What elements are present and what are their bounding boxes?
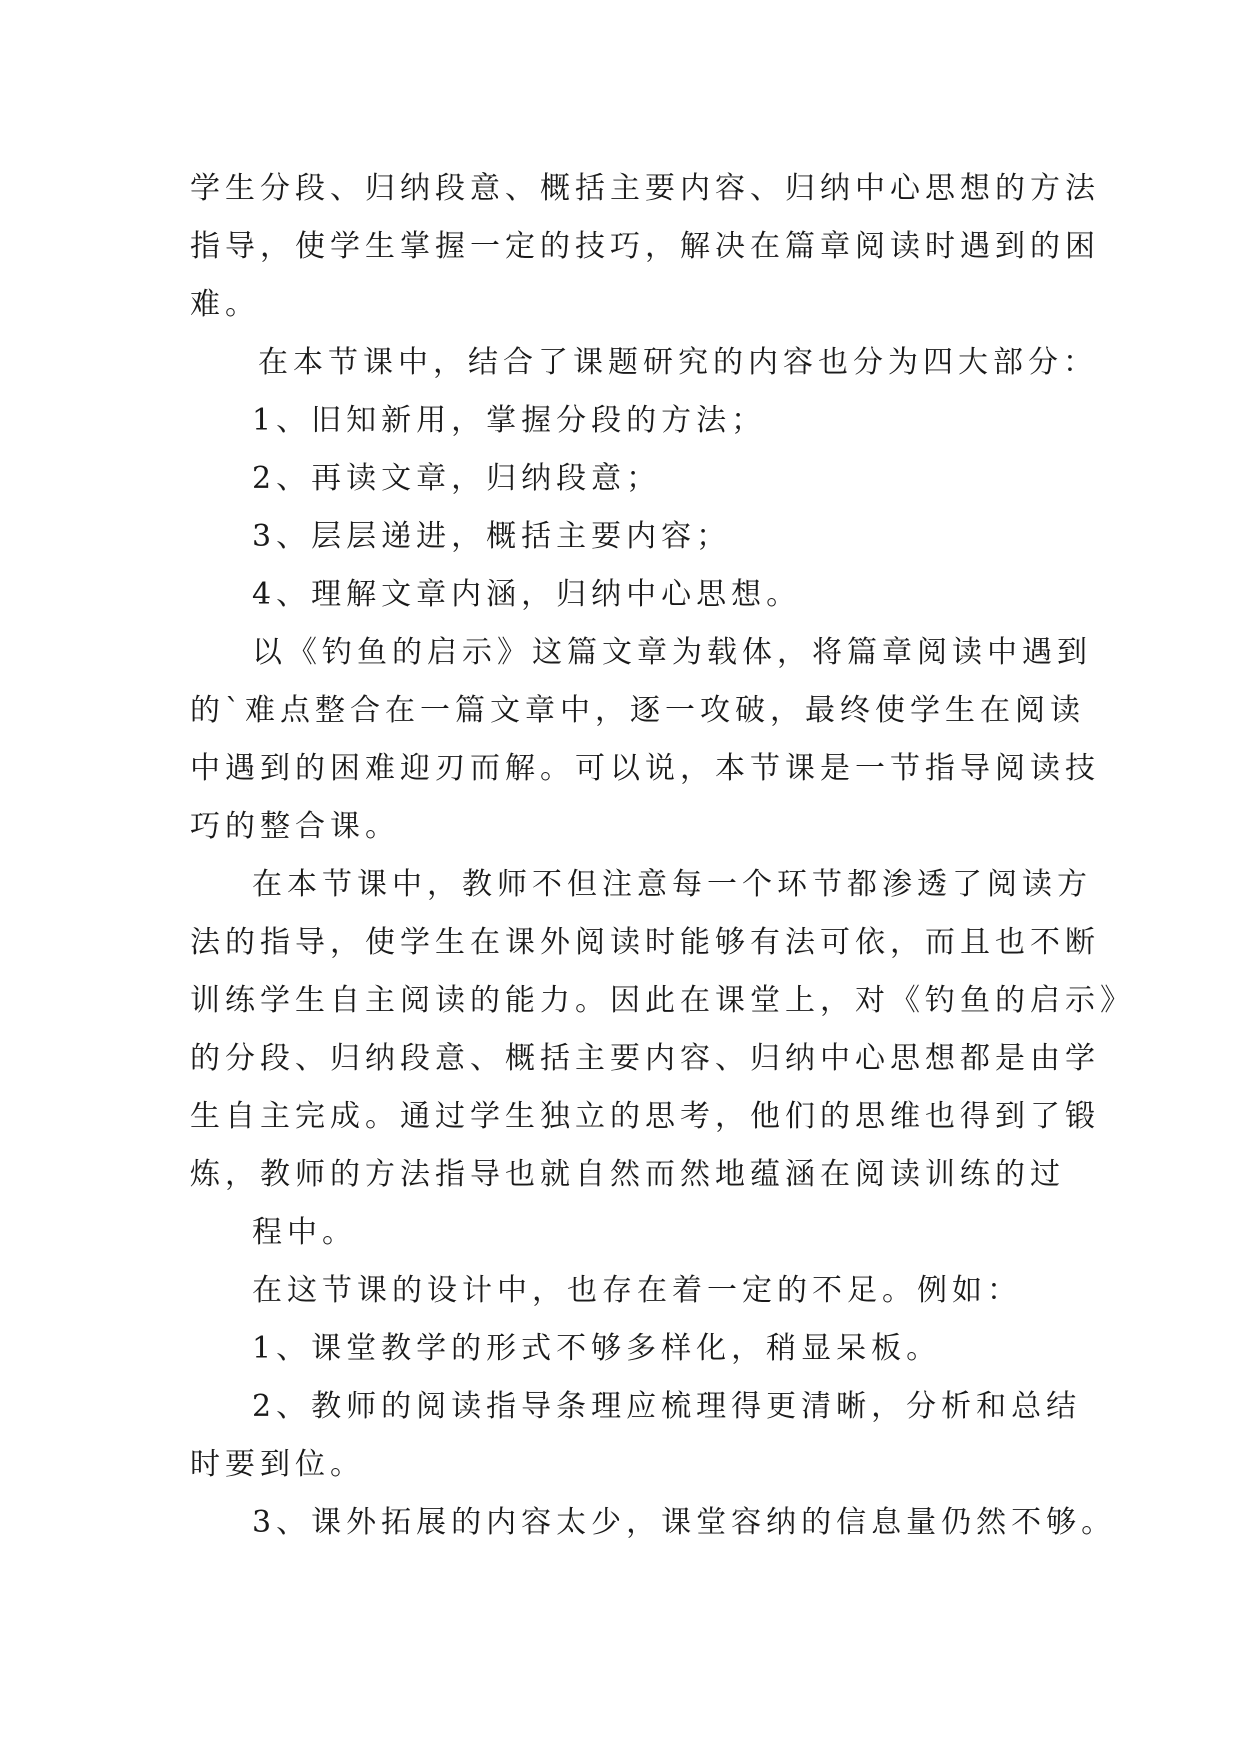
paragraph-methods-summary [190, 160, 1100, 334]
paragraph-shortcomings-intro [190, 1262, 1070, 1320]
text-line: 2、教师的阅读指导条理应梳理得更清晰，分析和总结 [252, 1389, 1082, 1424]
text-line: 的分段、归纳段意、概括主要内容、归纳中心思想都是由学 [190, 1041, 1100, 1076]
text-line: 炼，教师的方法指导也就自然而然地蕴涵在阅读训练的过 [190, 1157, 1065, 1192]
list-item-1 [190, 392, 1070, 450]
text-line: 程中。 [252, 1215, 357, 1250]
list-item-2 [190, 450, 1070, 508]
text-line: 2、再读文章，归纳段意； [252, 461, 662, 496]
text-line: 训练学生自主阅读的能力。因此在课堂上，对《钓鱼的启示》 [190, 983, 1135, 1018]
paragraph-teacher-guidance [190, 856, 1135, 1262]
list-item-3 [190, 508, 1070, 566]
text-line: 的`难点整合在一篇文章中，逐一攻破，最终使学生在阅读 [190, 693, 1085, 728]
text-line: 难。 [190, 287, 260, 322]
text-line: 在这节课的设计中，也存在着一定的不足。例如： [252, 1273, 1022, 1308]
text-line: 指导，使学生掌握一定的技巧，解决在篇章阅读时遇到的困 [190, 229, 1100, 264]
shortcoming-item-2 [190, 1378, 1082, 1494]
text-line: 学生分段、归纳段意、概括主要内容、归纳中心思想的方法 [190, 171, 1100, 206]
text-line: 3、层层递进，概括主要内容； [252, 519, 732, 554]
text-line: 巧的整合课。 [190, 809, 400, 844]
text-line: 1、旧知新用，掌握分段的方法； [252, 403, 767, 438]
text-line: 中遇到的困难迎刃而解。可以说，本节课是一节指导阅读技 [190, 751, 1100, 786]
text-line: 1、课堂教学的形式不够多样化，稍显呆板。 [252, 1331, 942, 1366]
document-body [190, 160, 1135, 1552]
shortcoming-item-1 [190, 1320, 1070, 1378]
shortcoming-item-3 [190, 1494, 1117, 1552]
text-line: 法的指导，使学生在课外阅读时能够有法可依，而且也不断 [190, 925, 1100, 960]
paragraph-four-parts-intro [190, 334, 1098, 392]
text-line: 在本节课中，结合了课题研究的内容也分为四大部分： [258, 345, 1098, 380]
list-item-4 [190, 566, 1070, 624]
text-line: 在本节课中，教师不但注意每一个环节都渗透了阅读方 [252, 867, 1092, 902]
text-line: 3、课外拓展的内容太少，课堂容纳的信息量仍然不够。 [252, 1505, 1117, 1540]
text-line: 4、理解文章内涵，归纳中心思想。 [252, 577, 802, 612]
text-line: 生自主完成。通过学生独立的思考，他们的思维也得到了锻 [190, 1099, 1100, 1134]
paragraph-fishing-text [190, 624, 1100, 856]
text-line: 时要到位。 [190, 1447, 365, 1482]
text-line: 以《钓鱼的启示》这篇文章为载体，将篇章阅读中遇到 [252, 635, 1092, 670]
